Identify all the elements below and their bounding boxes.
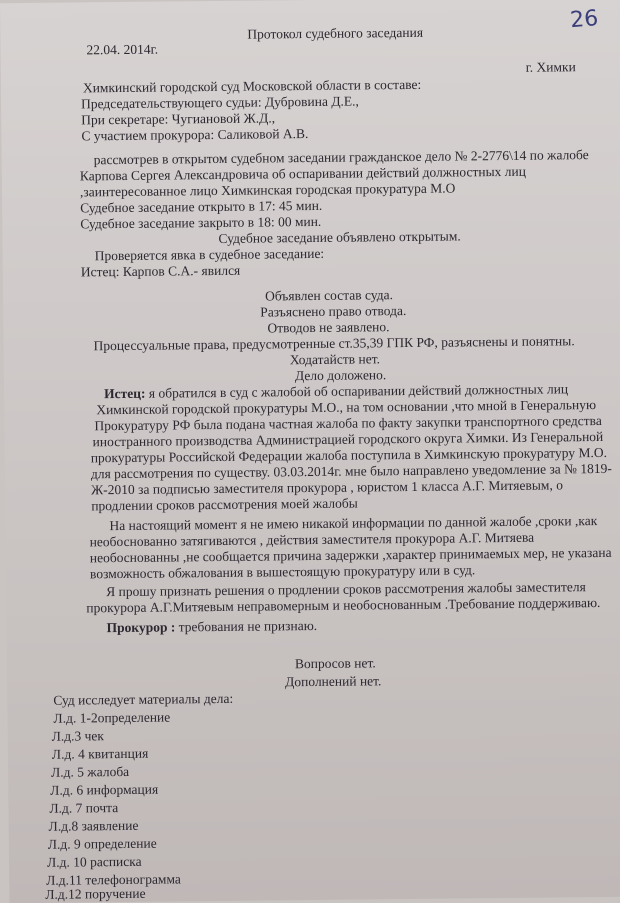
prosecutor-label: Прокурор : xyxy=(106,619,176,636)
procedure-line: Ходатайств нет. xyxy=(289,351,381,368)
secretary: При секретаре: Чугиановой Ж.Д., xyxy=(81,110,276,128)
speech-line: Ж-2010 за подписью заместителя прокурора , юристом 1 класса А.Г. Митяевым, о xyxy=(91,477,563,498)
no-questions: Вопросов нет. xyxy=(294,655,376,672)
material-item: Л.д. 7 почта xyxy=(49,800,119,816)
session-closed-time: Судебное заседание закрыто в 18: 00 мин. xyxy=(80,213,322,232)
document-date: 22.04. 2014г. xyxy=(86,41,159,58)
material-item: Л.д. 6 информация xyxy=(50,781,159,798)
procedure-line: Дело доложено. xyxy=(294,367,387,384)
material-item: Л.д. 9 определение xyxy=(47,835,157,852)
speech-line: Я прошу признать решения о продлении сроков рассмотрения жалобы заместителя xyxy=(106,579,586,600)
court-composition: Химкинский городской суд Московской области в составе: xyxy=(82,76,422,96)
material-item: Л.д.3 чек xyxy=(51,728,105,744)
plaintiff-present: Истец: Карпов С.А.- явился xyxy=(80,262,241,280)
case-text-line: Карпова Сергея Александровича об оспаривании действий должностных лиц xyxy=(79,163,527,184)
attendance-check: Проверяется явка в судебное заседание: xyxy=(94,245,325,264)
material-item: Л.д.11 телефонограмма xyxy=(46,871,181,888)
speech-line: иностранного производства Администрацией городского округа Химки. Из Генеральной xyxy=(92,428,604,450)
prosecutor-participation: С участием прокурора: Саликовой А.В. xyxy=(81,126,309,144)
handwritten-page-number: 26 xyxy=(569,6,600,34)
procedure-line: Процессуальные права, предусмотренные ст.35,39 ГПК РФ, разъяснены и понятны. xyxy=(93,333,575,354)
material-item: Л.д. 4 квитанция xyxy=(51,745,149,762)
prosecutor-statement xyxy=(106,618,317,636)
material-item: Л.д.12 поручение xyxy=(45,885,146,902)
speech-line: прокурора А.Г.Митяевым неправомерным и необоснованным .Требование поддерживаю. xyxy=(86,594,601,616)
material-item: Л.д. 5 жалоба xyxy=(50,763,130,780)
procedure-line: Отводов не заявлено. xyxy=(267,319,390,336)
speech-line: я обратился в суд с жалобой об оспаривании действий должностных лиц xyxy=(148,381,569,401)
case-text-line: рассмотрев в открытом судебном заседании гражданское дело № 2-2776\14 по жалобе xyxy=(93,147,589,168)
speech-line: продлении сроков рассмотрения моей жалобы xyxy=(91,495,358,514)
prosecutor-text: требования не признаю. xyxy=(178,617,318,635)
procedure-line: Объявлен состав суда. xyxy=(265,287,393,304)
no-additions: Дополнений нет. xyxy=(285,673,382,690)
speech-line: возможность обжалования в вышестоящую прокуратуру или в суд. xyxy=(89,562,476,582)
speech-line: для рассмотрения по существу. 03.03.2014г. мне было направлено уведомление за № 1819- xyxy=(90,460,612,482)
session-opened-announcement: Судебное заседание объявлено открытым. xyxy=(218,228,461,246)
procedure-line: Разъяснено право отвода. xyxy=(260,303,407,320)
presiding-judge: Председательствующего судьи: Дубровина Д.Е., xyxy=(80,93,359,112)
material-item: Л.д.8 заявление xyxy=(48,817,139,834)
materials-heading: Суд исследует материалы дела: xyxy=(53,690,234,708)
speech-line: На настоящий момент я не имею никакой информации по данной жалобе ,сроки ,как xyxy=(109,513,598,534)
session-opened-time: Судебное заседание открыто в 17: 45 мин. xyxy=(80,197,323,216)
material-item: Л.д. 1-2определение xyxy=(53,709,171,726)
speech-line: необоснованно затягиваются , действия заместителя прокурора А.Г. Митяева xyxy=(89,529,535,550)
plaintiff-label: Истец: xyxy=(104,385,146,402)
speech-line: прокуратуры Российской Федерации жалоба поступила в Химкинскую прокуратуру М.О. xyxy=(90,444,608,466)
document-city: г. Химки xyxy=(525,59,576,75)
material-item: Л.д. 10 расписка xyxy=(46,853,142,870)
case-text-line: ,заинтересованное лицо Химкинская городская прокуратура М.О xyxy=(79,180,456,200)
speech-line: необоснованны ,не сообщается причина задержки ,характер принимаемых мер, не указана xyxy=(89,544,612,566)
speech-line: Химкинской городской прокуратуры М.О., на том основании ,что мной в Генеральную xyxy=(96,397,597,418)
document-title: Протокол судебного заседания xyxy=(247,24,424,42)
speech-line: Прокуратуру РФ была подана частная жалоба по факту закупки транспортного средства xyxy=(94,412,602,434)
